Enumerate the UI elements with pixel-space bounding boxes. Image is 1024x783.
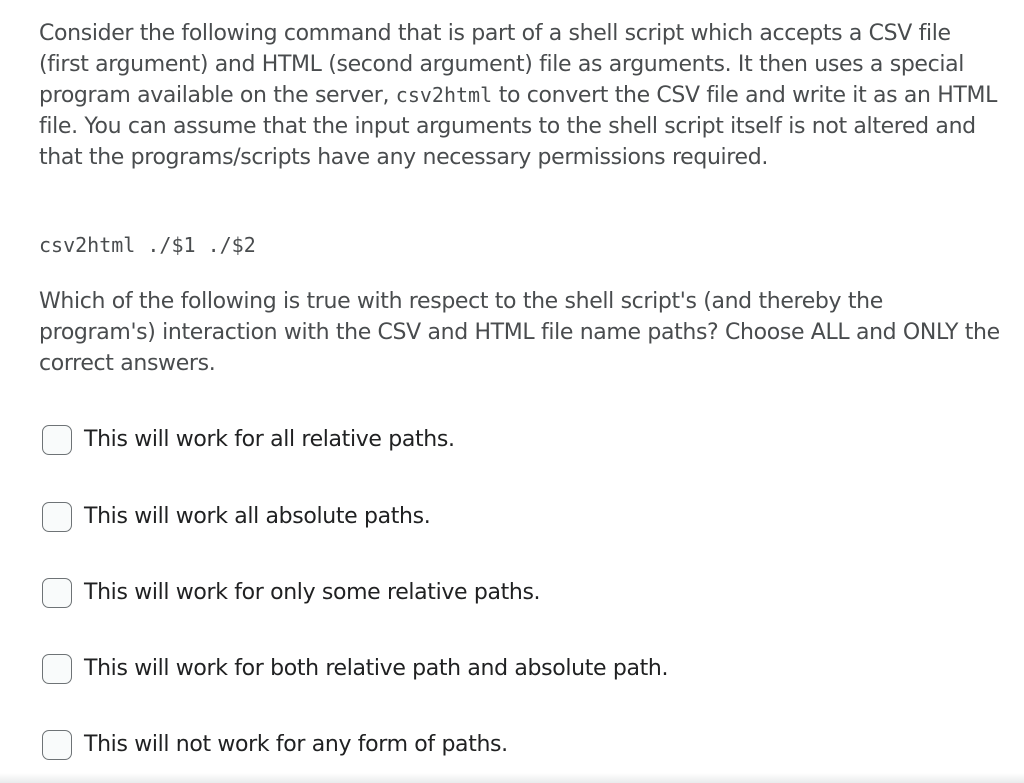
question-intro-after-code: to convert the CSV file and write it as an HTML file. You can assume that the input arguments to the shell script itself is not altered and that the programs/scripts have any necessary permissions required. (39, 83, 998, 170)
option-5-label[interactable]: This will not work for any form of paths. (84, 732, 508, 757)
command-code: csv2html ./$1 ./$2 (39, 233, 256, 257)
option-4-checkbox[interactable] (42, 654, 72, 684)
question-prompt: Which of the following is true with respect to the shell script's (and thereby the program's) interaction with the CSV and HTML file name paths? Choose ALL and ONLY the correct answers. (39, 289, 1000, 376)
question-intro-before-code: Consider the following command that is part of a shell script which accepts a CSV file (first argument) and HTML (second argument) file as arguments. It then uses a special program available on the server, (39, 21, 965, 108)
question-text (39, 18, 1004, 173)
option-2-checkbox[interactable] (42, 502, 72, 532)
option-3-label[interactable]: This will work for only some relative paths. (84, 580, 541, 605)
option-4-label[interactable]: This will work for both relative path and absolute path. (84, 656, 669, 681)
option-3-checkbox[interactable] (42, 578, 72, 608)
option-1-label[interactable]: This will work for all relative paths. (84, 427, 455, 452)
option-4[interactable] (42, 653, 668, 685)
option-5-checkbox[interactable] (42, 730, 72, 760)
option-5[interactable] (42, 729, 508, 761)
option-2-label[interactable]: This will work all absolute paths. (84, 504, 431, 529)
question-intro (39, 18, 1004, 173)
bottom-divider (0, 773, 1024, 783)
inline-code-csv2html: csv2html (395, 83, 493, 107)
option-2[interactable] (42, 501, 430, 533)
option-1[interactable] (42, 424, 455, 456)
option-1-checkbox[interactable] (42, 425, 72, 455)
option-3[interactable] (42, 577, 540, 609)
